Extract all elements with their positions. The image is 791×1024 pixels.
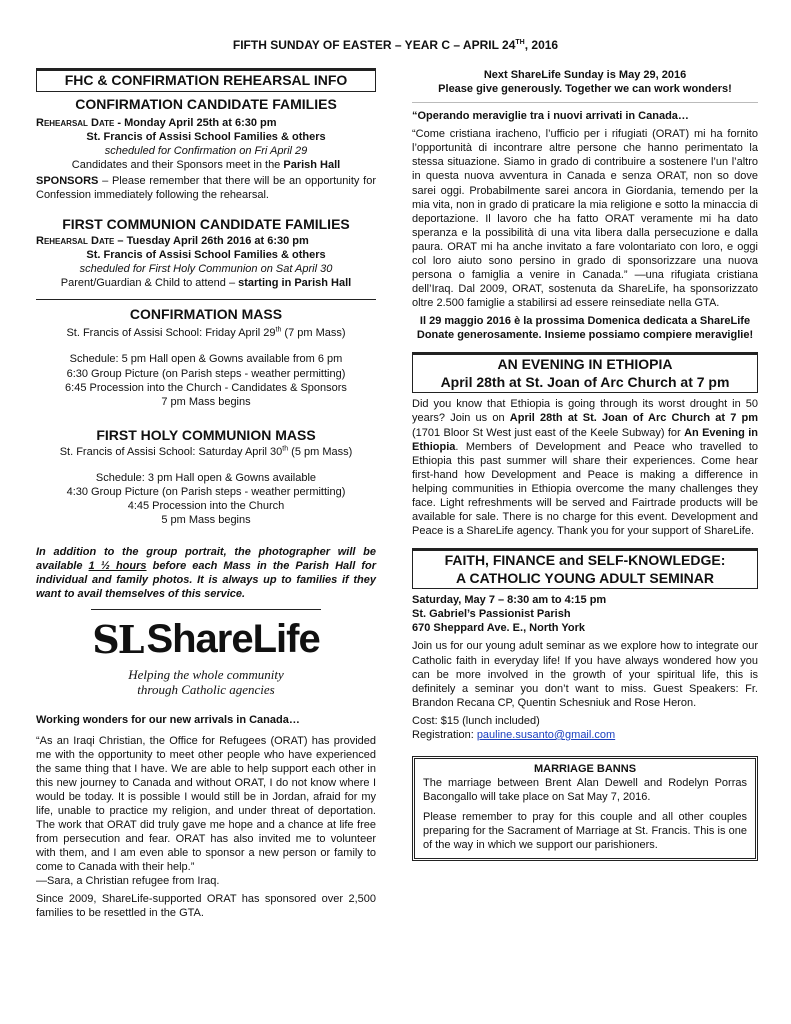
- faith-registration: Registration: pauline.susanto@gmail.com: [412, 728, 616, 741]
- sharelife-article-heading: Working wonders for our new arrivals in Canada…: [36, 714, 300, 727]
- faith-place: St. Gabriel’s Passionist Parish: [412, 608, 571, 621]
- first-holy-communion-mass-line: St. Francis of Assisi School: Saturday April 30th (5 pm Mass): [59, 445, 353, 458]
- fhc-schedule-item: 4:30 Group Picture (on Parish steps - weather permitting): [66, 485, 346, 498]
- sponsors-note: SPONSORS – Please remember that there will be an opportunity for Confession immediately following the rehearsal.: [36, 175, 376, 202]
- sharelife-wordmark: ShareLife: [146, 617, 320, 662]
- confirmation-families-heading: CONFIRMATION CANDIDATE FAMILIES: [75, 95, 337, 112]
- faith-date: Saturday, May 7 – 8:30 am to 4:15 pm: [412, 594, 607, 607]
- sharelife-since: Since 2009, ShareLife-supported ORAT has sponsored over 2,500 families to be resettled in the GTA.: [36, 893, 376, 920]
- fhc-schedule-item: Schedule: 3 pm Hall open & Gowns available: [95, 471, 317, 484]
- confirmation-schedule-item: 6:45 Procession into the Church - Candidates & Sponsors: [65, 381, 347, 394]
- first-holy-communion-mass-heading: FIRST HOLY COMMUNION MASS: [96, 426, 316, 443]
- confirmation-mass-line: St. Francis of Assisi School: Friday April 29th (7 pm Mass): [66, 326, 346, 340]
- marriage-banns-prayer: Please remember to pray for this couple and all other couples preparing for the Sacrament of Marriage at St. Francis. This is one of the way in which we support our parishioners.: [423, 811, 747, 852]
- first-communion-rehearsal-date: Rehearsal Date – Tuesday April 26th 2016 at 6:30 pm: [36, 235, 309, 248]
- first-communion-attend: Parent/Guardian & Child to attend – starting in Parish Hall: [60, 277, 352, 290]
- give-generously: Please give generously. Together we can work wonders!: [438, 83, 732, 96]
- left-column: [36, 68, 376, 925]
- ethiopia-body: Did you know that Ethiopia is going through its worst drought in 50 years? Join us on April 28th at St. Joan of Arc Church at 7 pm (1701 Bloor St West just east of the Keele Subway) for An Evening in Ethiopia. Members of Development and Peace who travelled to Ethiopia this past summer will share their experiences. Come hear first-hand how Development and Peace is making a difference in helping communities in Ethiopia overcome the many challenges they face. Light refreshments will be served and Fairtrade products will be available for sale. There is no charge for this event. Development and Peace is a ShareLife agency. Thank you for your support of ShareLife.: [412, 398, 758, 538]
- fhc-rehearsal-heading: FHC & CONFIRMATION REHEARSAL INFO: [36, 68, 376, 92]
- fhc-schedule-item: 5 pm Mass begins: [161, 514, 251, 527]
- faith-body: Join us for our young adult seminar as we explore how to integrate our Catholic faith in everyday life! If you have always wondered how you can be more involved in the growth of your spiritual life, this is definitely a seminar you don’t want to miss. Guest Speakers: Fr. Brandon Recana CP, Quentin Schesniuk and Rose Heron.: [412, 640, 758, 709]
- confirmation-schedule-item: Schedule: 5 pm Hall open & Gowns available from 6 pm: [69, 353, 343, 366]
- marriage-banns-announcement: The marriage between Brent Alan Dewell and Rodelyn Porras Bacongallo will take place on Sat May 7, 2016.: [423, 777, 747, 804]
- italian-sharelife-date: Il 29 maggio 2016 è la prossima Domenica dedicata a ShareLife: [419, 315, 751, 328]
- confirmation-scheduled: scheduled for Confirmation on Fri April 29: [104, 144, 308, 157]
- photographer-note: In addition to the group portrait, the photographer will be available 1 ½ hours before each Mass in the Parish Hall for individual and family photos. It is always up to families if they want to avail themselves of this service.: [36, 546, 376, 601]
- faith-seminar-heading: FAITH, FINANCE and SELF-KNOWLEDGE: A CATHOLIC YOUNG ADULT SEMINAR: [412, 548, 758, 589]
- first-communion-school: St. Francis of Assisi School Families & others: [86, 249, 326, 262]
- page-title: FIFTH SUNDAY OF EASTER – YEAR C – APRIL 24TH, 2016: [232, 38, 559, 52]
- confirmation-school: St. Francis of Assisi School Families & others: [86, 130, 326, 143]
- next-sharelife-sunday: Next ShareLife Sunday is May 29, 2016: [483, 69, 687, 81]
- sharelife-mark-icon: SL: [92, 616, 143, 662]
- right-column: [412, 68, 758, 861]
- confirmation-meet: Candidates and their Sponsors meet in the Parish Hall: [71, 159, 341, 172]
- registration-email-link[interactable]: pauline.susanto@gmail.com: [476, 728, 616, 741]
- first-communion-scheduled: scheduled for First Holy Communion on Sat April 30: [79, 263, 333, 276]
- italian-quote: “Come cristiana iracheno, l’ufficio per i rifugiati (ORAT) mi ha fornito l’opportunità di incontrare altre persone che hanno perimentato la stessa situazione. Siamo in grado di contribuire a sostenere l’un l’altro in questa nuova avventura in Canada e senza ORAT, non so dove sarei oggi. Probabilmente sarei ancora in Giordania, temendo per la mia vita, non in grado di praticare la mia religione e sotto la minaccia di deportazione. Il lavoro che ha fatto ORAT veramente mi ha dato speranza e la possibilità di una vita libera dalla persecuzione e dalla paura. ORAT mi ha anche invitato a fare volontariato con loro, e oggi col loro aiuto sono persino in grado di sponsorizzare una nuova persona o famiglia a venire in Canada.” —una rifugiata cristiana dell’Iraq. Dal 2009, ORAT, sostenuta da ShareLife, ha sponsorizzato oltre 2.500 famiglie a stabilirsi ad essere reinsediate nella GTA.: [412, 128, 758, 310]
- first-communion-families-heading: FIRST COMMUNION CANDIDATE FAMILIES: [62, 216, 350, 233]
- confirmation-schedule-item: 7 pm Mass begins: [161, 395, 251, 408]
- fhc-schedule-item: 4:45 Procession into the Church: [127, 499, 285, 512]
- ethiopia-heading: AN EVENING IN ETHIOPIA April 28th at St. Joan of Arc Church at 7 pm: [412, 352, 758, 393]
- faith-address: 670 Sheppard Ave. E., North York: [412, 622, 585, 635]
- sharelife-quote: “As an Iraqi Christian, the Office for Refugees (ORAT) has provided me with the opportunity to meet other people who have experienced the same thing that I have. We are able to help support each other in this new journey to Canada and without ORAT, I do not know where I would be today. It is possible I would still be in Jordan, afraid for my life, unable to practice my religion, and under threat of deportation. The work that ORAT did truly gave me hope and a chance at life free from persecution and fear. ORAT has also invited me to volunteer with them, and I am even able to sponsor a new person or family to come to Canada with their help.”: [36, 734, 376, 874]
- marriage-banns-box: [412, 756, 758, 861]
- confirmation-rehearsal-date: Rehearsal Date - Monday April 25th at 6:30 pm: [36, 116, 277, 129]
- confirmation-schedule-item: 6:30 Group Picture (on Parish steps - weather permitting): [66, 367, 346, 380]
- logo-divider: [91, 609, 321, 610]
- marriage-banns-heading: MARRIAGE BANNS: [533, 762, 637, 775]
- confirmation-mass-heading: CONFIRMATION MASS: [129, 305, 283, 322]
- divider: [412, 102, 758, 103]
- divider: [36, 299, 376, 300]
- sharelife-logo: [36, 614, 376, 665]
- sharelife-signature: —Sara, a Christian refugee from Iraq.: [36, 875, 220, 888]
- italian-give: Donate generosamente. Insieme possiamo compiere meraviglie!: [416, 329, 754, 342]
- faith-cost: Cost: $15 (lunch included): [412, 714, 540, 727]
- sharelife-tagline: Helping the whole community through Catholic agencies: [128, 666, 284, 697]
- italian-article-heading: “Operando meraviglie tra i nuovi arrivati in Canada…: [412, 110, 689, 123]
